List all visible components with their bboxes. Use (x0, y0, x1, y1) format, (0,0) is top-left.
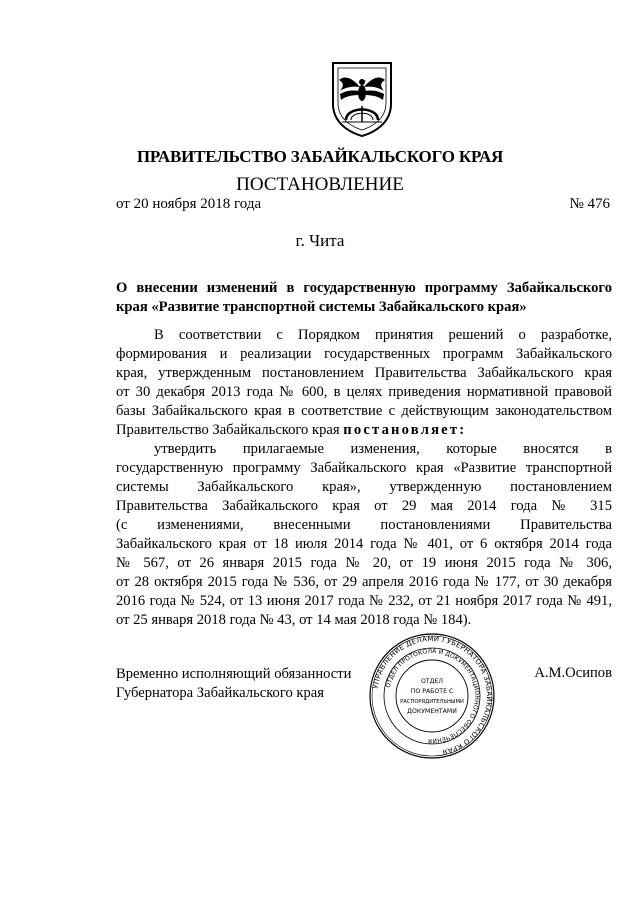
signatory-name: А.М.Осипов (534, 665, 612, 681)
decree-word: постановляет (343, 422, 460, 438)
document-type: ПОСТАНОВЛЕНИЕ (236, 174, 404, 195)
paragraph-line: государственную программу Забайкальского края «Развитие транспортной (116, 460, 612, 476)
government-title: ПРАВИТЕЛЬСТВО ЗАБАЙКАЛЬСКОГО КРАЯ (136, 147, 504, 166)
signatory-position (116, 665, 351, 703)
paragraph-line: Забайкальского края от 18 июля 2014 года № 401, от 6 октября 2014 года (116, 536, 612, 552)
paragraph-line: базы Забайкальского края в соответствие с действующим законодательством (116, 403, 612, 419)
paragraph-line (116, 421, 612, 440)
city: г. Чита (295, 231, 345, 250)
paragraph-line: от 28 октября 2015 года № 536, от 29 апреля 2016 года № 177, от 30 декабря (116, 574, 612, 590)
subject-line: края «Развитие транспортной системы Забайкальского края» (116, 299, 527, 315)
official-stamp (368, 632, 496, 760)
signatory-position-line: Временно исполняющий обязанности (116, 666, 352, 682)
paragraph-line: № 567, от 26 января 2015 года № 20, от 19 июня 2015 года № 306, (116, 555, 612, 571)
paragraph-preamble (116, 326, 612, 440)
document-date: от 20 ноября 2018 года (116, 196, 262, 212)
decree-colon: : (459, 422, 467, 438)
paragraph-line: В соответствии с Порядком принятия решений о разработке, (154, 327, 612, 343)
paragraph-line: Правительства Забайкальского края от 29 мая 2014 года № 315 (116, 498, 612, 514)
stamp-center-line: ДОКУМЕНТАМИ (407, 708, 457, 715)
paragraph-decision (116, 440, 612, 630)
paragraph-line: формирования и реализации государственных программ Забайкальского (116, 346, 612, 362)
paragraph-line: системы Забайкальского края», утвержденную постановлением (116, 479, 612, 495)
decree-preamble-text: Правительство Забайкальского края (116, 422, 344, 438)
stamp-center-line: РАСПОРЯДИТЕЛЬНЫМИ (400, 699, 464, 705)
paragraph-line: от 25 января 2018 года № 43, от 14 мая 2018 года № 184). (116, 612, 472, 628)
paragraph-line: (с изменениями, внесенными постановлениями Правительства (116, 517, 612, 533)
paragraph-line: 2016 года № 524, от 13 июня 2017 года № 232, от 21 ноября 2017 года № 491, (116, 593, 612, 609)
stamp-outer-text: УПРАВЛЕНИЕ ДЕЛАМИ ГУБЕРНАТОРА ЗАБАЙКАЛЬСКОГО КРАЯ (371, 634, 494, 757)
paragraph-line: утвердить прилагаемые изменения, которые вносятся в (154, 441, 612, 457)
paragraph-line: края, утвержденным постановлением Правительства Забайкальского края (116, 365, 612, 381)
document-number: № 476 (569, 196, 610, 212)
stamp-center-line: ОТДЕЛ (420, 678, 444, 685)
stamp-ring-text: ОТДЕЛ ПРОТОКОЛА И ДОКУМЕНТАЦИОННОГО ОБЕСПЕЧЕНИЯ (384, 647, 481, 745)
signatory-position-line: Губернатора Забайкальского края (116, 685, 324, 701)
paragraph-line: от 30 декабря 2013 года № 600, в целях приведения нормативной правовой (116, 384, 612, 400)
coat-of-arms-icon (330, 60, 394, 138)
document-subject (116, 279, 612, 317)
stamp-center-line: ПО РАБОТЕ С (410, 688, 454, 695)
subject-line: О внесении изменений в государственную программу Забайкальского (116, 280, 612, 296)
